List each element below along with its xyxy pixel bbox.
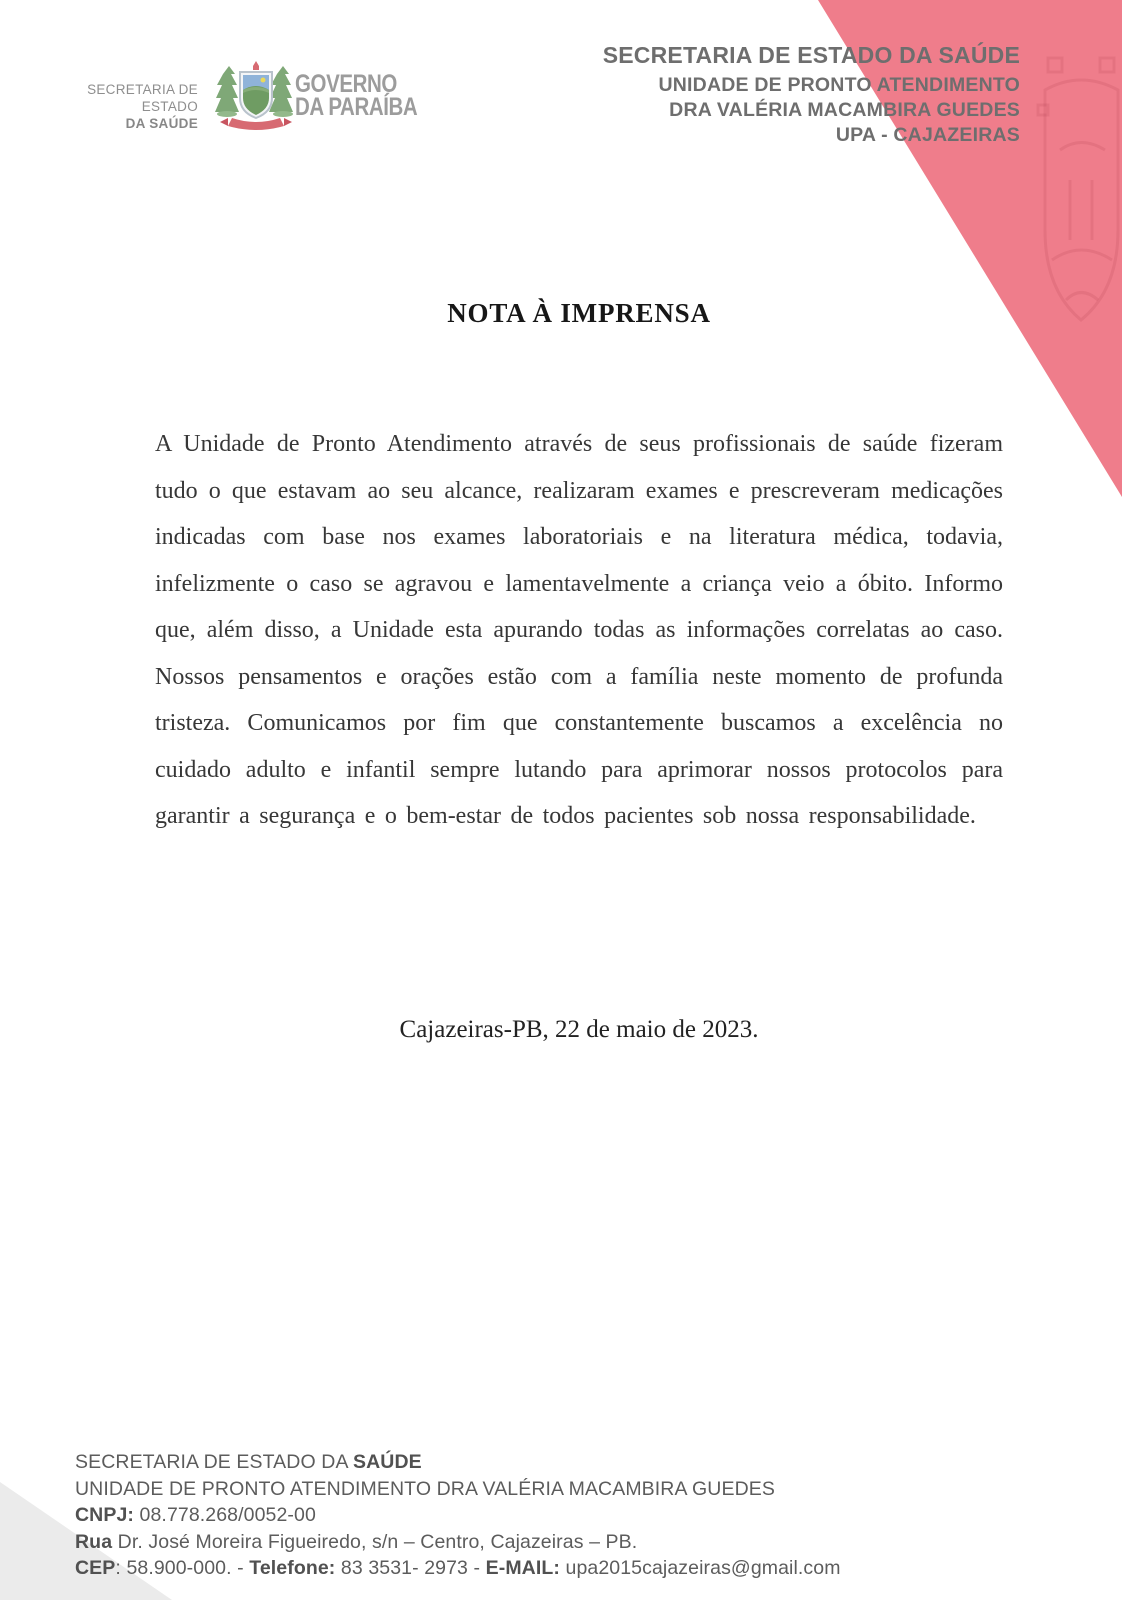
footer-line-secretaria: SECRETARIA DE ESTADO DA SAÚDE	[75, 1451, 422, 1473]
dateline: Cajazeiras-PB, 22 de maio de 2023.	[399, 1016, 759, 1043]
footer-line-contact: CEP: 58.900-000. - Telefone: 83 3531- 2973 - E-MAIL: upa2015cajazeiras@gmail.com	[75, 1557, 841, 1579]
footer-line-cnpj: CNPJ: 08.778.268/0052-00	[75, 1504, 316, 1526]
secretaria-line1: SECRETARIA DE ESTADO	[87, 82, 198, 114]
header-dra-line: DRA VALÉRIA MACAMBIRA GUEDES	[669, 99, 1020, 121]
page-title: NOTA À IMPRENSA	[447, 298, 711, 328]
logo-block	[40, 60, 440, 140]
governo-line1: GOVERNO	[295, 70, 397, 98]
governo-paraiba-logo-text	[295, 70, 418, 121]
secretaria-line2: DA SAÚDE	[125, 116, 198, 131]
header-upa-line: UPA - CAJAZEIRAS	[835, 124, 1020, 146]
footer-block	[75, 1449, 975, 1582]
secretaria-logo-text	[40, 81, 198, 132]
footer-line-address: Rua Dr. José Moreira Figueiredo, s/n – Centro, Cajazeiras – PB.	[75, 1530, 638, 1553]
header-right-block	[603, 42, 1020, 148]
governo-line2: DA PARAÍBA	[295, 93, 418, 121]
header-secretaria-title: SECRETARIA DE ESTADO DA SAÚDE	[602, 42, 1020, 68]
paraiba-coat-of-arms-icon	[210, 60, 302, 136]
press-note-paragraph: A Unidade de Pronto Atendimento através de seus profissionais de saúde fizeram tudo o que estavam ao seu alcance, realizaram exames e prescreveram medicações indicadas com base nos exames laboratoriais e na literatura médica, todavia, infelizmente o caso se agravou e lamentavelmente a criança veio a óbito. Informo que, além disso, a Unidade esta apurando todas as informações correlatas ao caso. Nossos pensamentos e orações estão com a família neste momento de profunda tristeza. Comunicamos por fim que constantemente buscamos a excelência no cuidado adulto e infantil sempre lutando para aprimorar nossos protocolos para garantir a segurança e o bem-estar de todos pacientes sob nossa responsabilidade.	[155, 431, 1003, 829]
footer-line-unidade: UNIDADE DE PRONTO ATENDIMENTO DRA VALÉRIA MACAMBIRA GUEDES	[75, 1477, 775, 1500]
header-unidade-line: UNIDADE DE PRONTO ATENDIMENTO	[658, 74, 1020, 96]
